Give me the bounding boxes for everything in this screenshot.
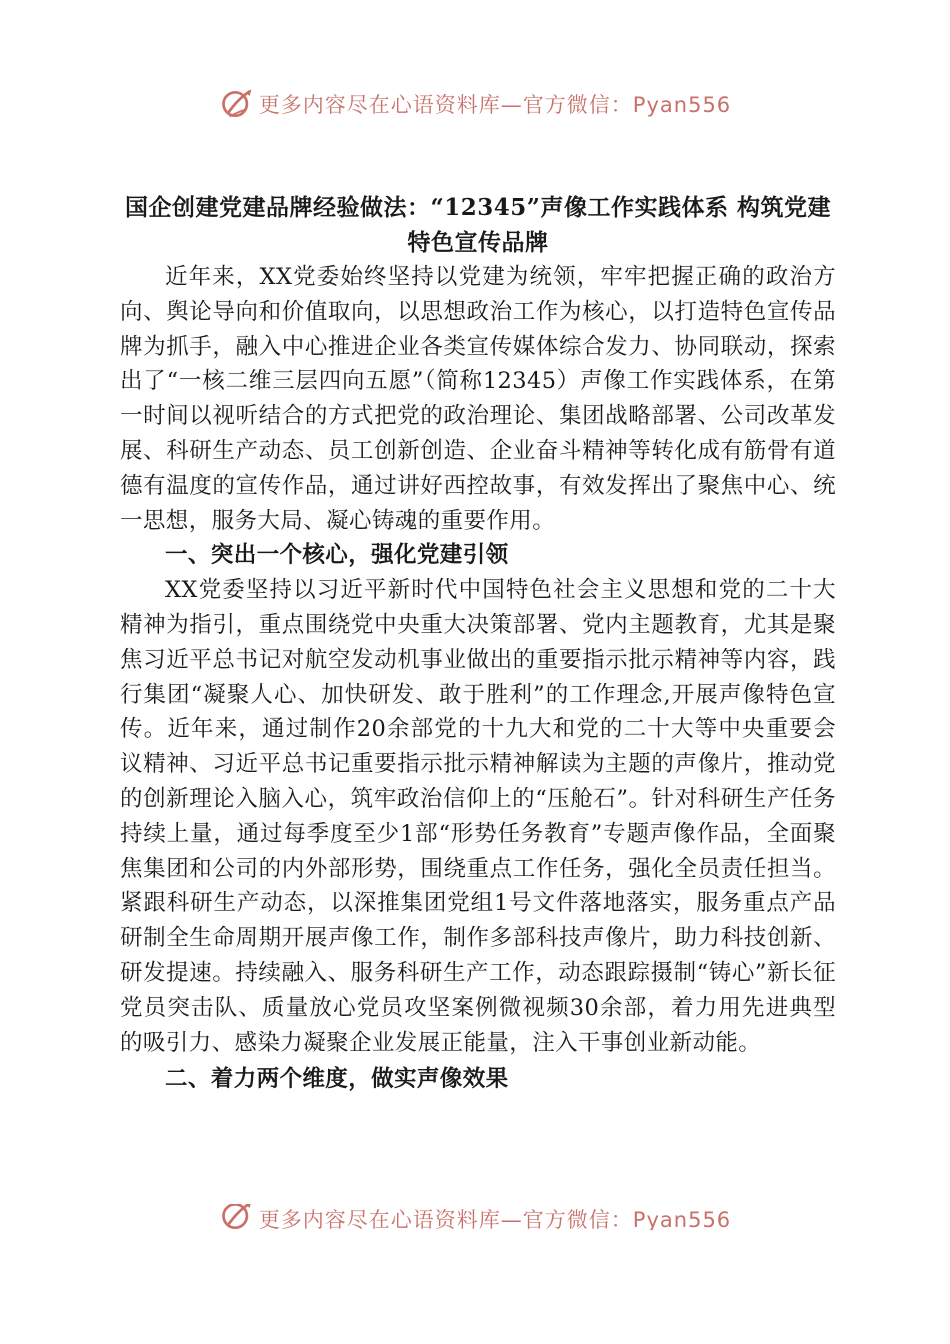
section-2-heading: 二、着力两个维度，做实声像效果: [165, 1066, 509, 1093]
watermark-text: 更多内容尽在心语资料库—官方微信：Pyan556: [258, 1208, 732, 1230]
watermark-logo-icon: [219, 1204, 255, 1230]
watermark-banner-bottom: [0, 1204, 950, 1230]
document-body: [120, 190, 836, 1097]
watermark-logo-icon: [219, 86, 255, 122]
section-1-heading: 一、突出一个核心，强化党建引领: [165, 542, 509, 569]
watermark-banner-top: [0, 84, 950, 124]
watermark-text: 更多内容尽在心语资料库—官方微信：Pyan556: [258, 93, 732, 117]
document-title: 国企创建党建品牌经验做法：“12345”声像工作实践体系 构筑党建特色宣传品牌: [125, 194, 831, 256]
section-1-paragraph: XX党委坚持以习近平新时代中国特色社会主义思想和党的二十大精神为指引，重点围绕党中央重大决策部署、党内主题教育，尤其是聚焦习近平总书记对航空发动机事业做出的重要指示批示精神等内容，践行集团“凝聚人心、加快研发、敢于胜利”的工作理念,开展声像特色宣传。近年来，通过制作20余部党的十九大和党的二十大等中央重要会议精神、习近平总书记重要指示批示精神解读为主题的声像片，推动党的创新理论入脑入心，筑牢政治信仰上的“压舱石”。针对科研生产任务持续上量，通过每季度至少1部“形势任务教育”专题声像作品，全面聚焦集团和公司的内外部形势，围绕重点工作任务，强化全员责任担当。紧跟科研生产动态，以深推集团党组1号文件落地落实，服务重点产品研制全生命周期开展声像工作，制作多部科技声像片，助力科技创新、研发提速。持续融入、服务科研生产工作，动态跟踪摄制“铸心”新长征党员突击队、质量放心党员攻坚案例微视频30余部，着力用先进典型的吸引力、感染力凝聚企业发展正能量，注入干事创业新动能。: [120, 577, 836, 1056]
intro-paragraph: 近年来，XX党委始终坚持以党建为统领，牢牢把握正确的政治方向、舆论导向和价值取向，以思想政治工作为核心，以打造特色宣传品牌为抓手，融入中心推进企业各类宣传媒体综合发力、协同联动，探索出了“一核二维三层四向五愿”（简称12345）声像工作实践体系，在第一时间以视听结合的方式把党的政治理论、集团战略部署、公司改革发展、科研生产动态、员工创新创造、企业奋斗精神等转化成有筋骨有道德有温度的宣传作品，通过讲好西控故事，有效发挥出了聚焦中心、统一思想，服务大局、凝心铸魂的重要作用。: [120, 264, 836, 534]
